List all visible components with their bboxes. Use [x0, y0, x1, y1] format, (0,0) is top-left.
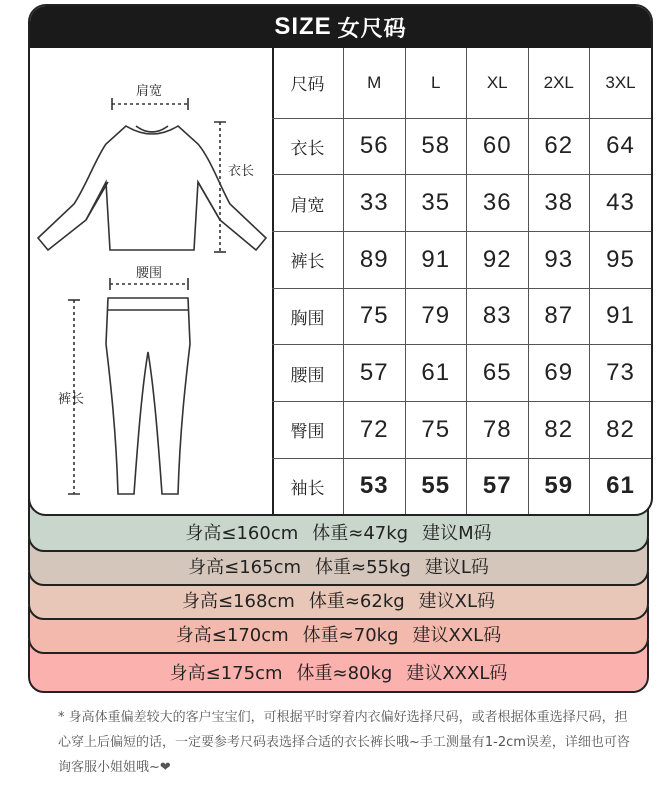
size-table — [272, 48, 651, 514]
table-cell: 36 — [467, 175, 529, 232]
shirt-collar — [136, 126, 168, 132]
header-title: 女尺码 — [337, 16, 407, 42]
table-cell: 91 — [590, 288, 652, 345]
table-row — [272, 175, 651, 232]
table-cell: 60 — [467, 118, 529, 175]
row-label: 臀围 — [272, 402, 344, 459]
size-col-3xl: 3XL — [590, 48, 652, 118]
table-cell: 83 — [467, 288, 529, 345]
table-cell: 73 — [590, 345, 652, 402]
table-cell: 56 — [344, 118, 406, 175]
size-chart-card — [28, 4, 653, 516]
band-advice: 建议XXXL码 — [406, 662, 508, 684]
row-label: 裤长 — [272, 231, 344, 288]
size-col-xl: XL — [467, 48, 529, 118]
top-length-label: 衣长 — [228, 164, 255, 179]
garment-drawing — [30, 48, 272, 514]
band-height: 身高≤175cm — [169, 662, 283, 684]
row-label: 袖长 — [272, 458, 344, 514]
table-cell: 82 — [590, 402, 652, 459]
table-cell: 38 — [528, 175, 590, 232]
table-cell: 59 — [528, 458, 590, 514]
band-weight: 体重≈55kg — [315, 557, 411, 578]
waist-label: 腰围 — [136, 266, 163, 281]
band-weight: 体重≈47kg — [312, 523, 409, 544]
shirt-left-sleeve-seam — [86, 182, 108, 220]
header-size: SIZE — [274, 13, 332, 40]
garment-illustration — [30, 48, 274, 514]
table-cell: 89 — [344, 231, 406, 288]
table-cell: 62 — [528, 118, 590, 175]
table-cell: 55 — [405, 458, 467, 514]
table-header-row — [272, 48, 651, 118]
row-label: 胸围 — [272, 288, 344, 345]
table-cell: 61 — [590, 458, 652, 514]
band-height: 身高≤170cm — [175, 625, 289, 646]
size-col-m: M — [344, 48, 406, 118]
table-cell: 78 — [467, 402, 529, 459]
row-label: 肩宽 — [272, 175, 344, 232]
table-row — [272, 118, 651, 175]
table-cell: 75 — [405, 402, 467, 459]
row-label: 衣长 — [272, 118, 344, 175]
table-cell: 87 — [528, 288, 590, 345]
shirt-outline — [38, 126, 266, 250]
table-cell: 43 — [590, 175, 652, 232]
chart-header — [30, 6, 651, 48]
table-cell: 61 — [405, 345, 467, 402]
pants-length-label: 裤长 — [58, 392, 85, 407]
band-weight: 体重≈70kg — [302, 625, 399, 646]
table-row — [272, 402, 651, 459]
pants-outline — [106, 298, 190, 494]
band-weight: 体重≈80kg — [296, 662, 393, 684]
band-height: 身高≤165cm — [188, 557, 301, 578]
table-cell: 79 — [405, 288, 467, 345]
table-cell: 91 — [405, 231, 467, 288]
table-cell: 35 — [405, 175, 467, 232]
table-cell: 64 — [590, 118, 652, 175]
footnote: * 身高体重偏差较大的客户宝宝们，可根据平时穿着内衣偏好选择尺码，或者根据体重选择尺码，担心穿上后偏短的话，一定要参考尺码表选择合适的衣长裤长哦~手工测量有1-2cm误差，详细也可咨询客服小姐姐哦~❤ — [58, 710, 630, 775]
band-weight: 体重≈62kg — [308, 591, 405, 612]
size-col-l: L — [405, 48, 467, 118]
band-height: 身高≤168cm — [181, 591, 295, 612]
table-row — [272, 231, 651, 288]
shoulder-label: 肩宽 — [136, 84, 163, 99]
table-cell: 33 — [344, 175, 406, 232]
table-cell: 82 — [528, 402, 590, 459]
row-label: 腰围 — [272, 345, 344, 402]
band-advice: 建议XXL码 — [412, 625, 502, 646]
table-row — [272, 345, 651, 402]
table-cell: 69 — [528, 345, 590, 402]
table-cell: 92 — [467, 231, 529, 288]
table-cell: 95 — [590, 231, 652, 288]
band-advice: 建议L码 — [424, 557, 489, 578]
table-cell: 53 — [344, 458, 406, 514]
table-cell: 72 — [344, 402, 406, 459]
table-cell: 57 — [467, 458, 529, 514]
table-cell: 58 — [405, 118, 467, 175]
table-corner: 尺码 — [272, 48, 344, 118]
table-row — [272, 458, 651, 514]
table-cell: 57 — [344, 345, 406, 402]
size-col-2xl: 2XL — [528, 48, 590, 118]
band-height: 身高≤160cm — [185, 523, 299, 544]
table-cell: 93 — [528, 231, 590, 288]
table-cell: 75 — [344, 288, 406, 345]
table-cell: 65 — [467, 345, 529, 402]
band-advice: 建议XL码 — [418, 591, 496, 612]
shirt-right-sleeve-seam — [198, 182, 220, 220]
table-row — [272, 288, 651, 345]
band-advice: 建议M码 — [422, 523, 492, 544]
